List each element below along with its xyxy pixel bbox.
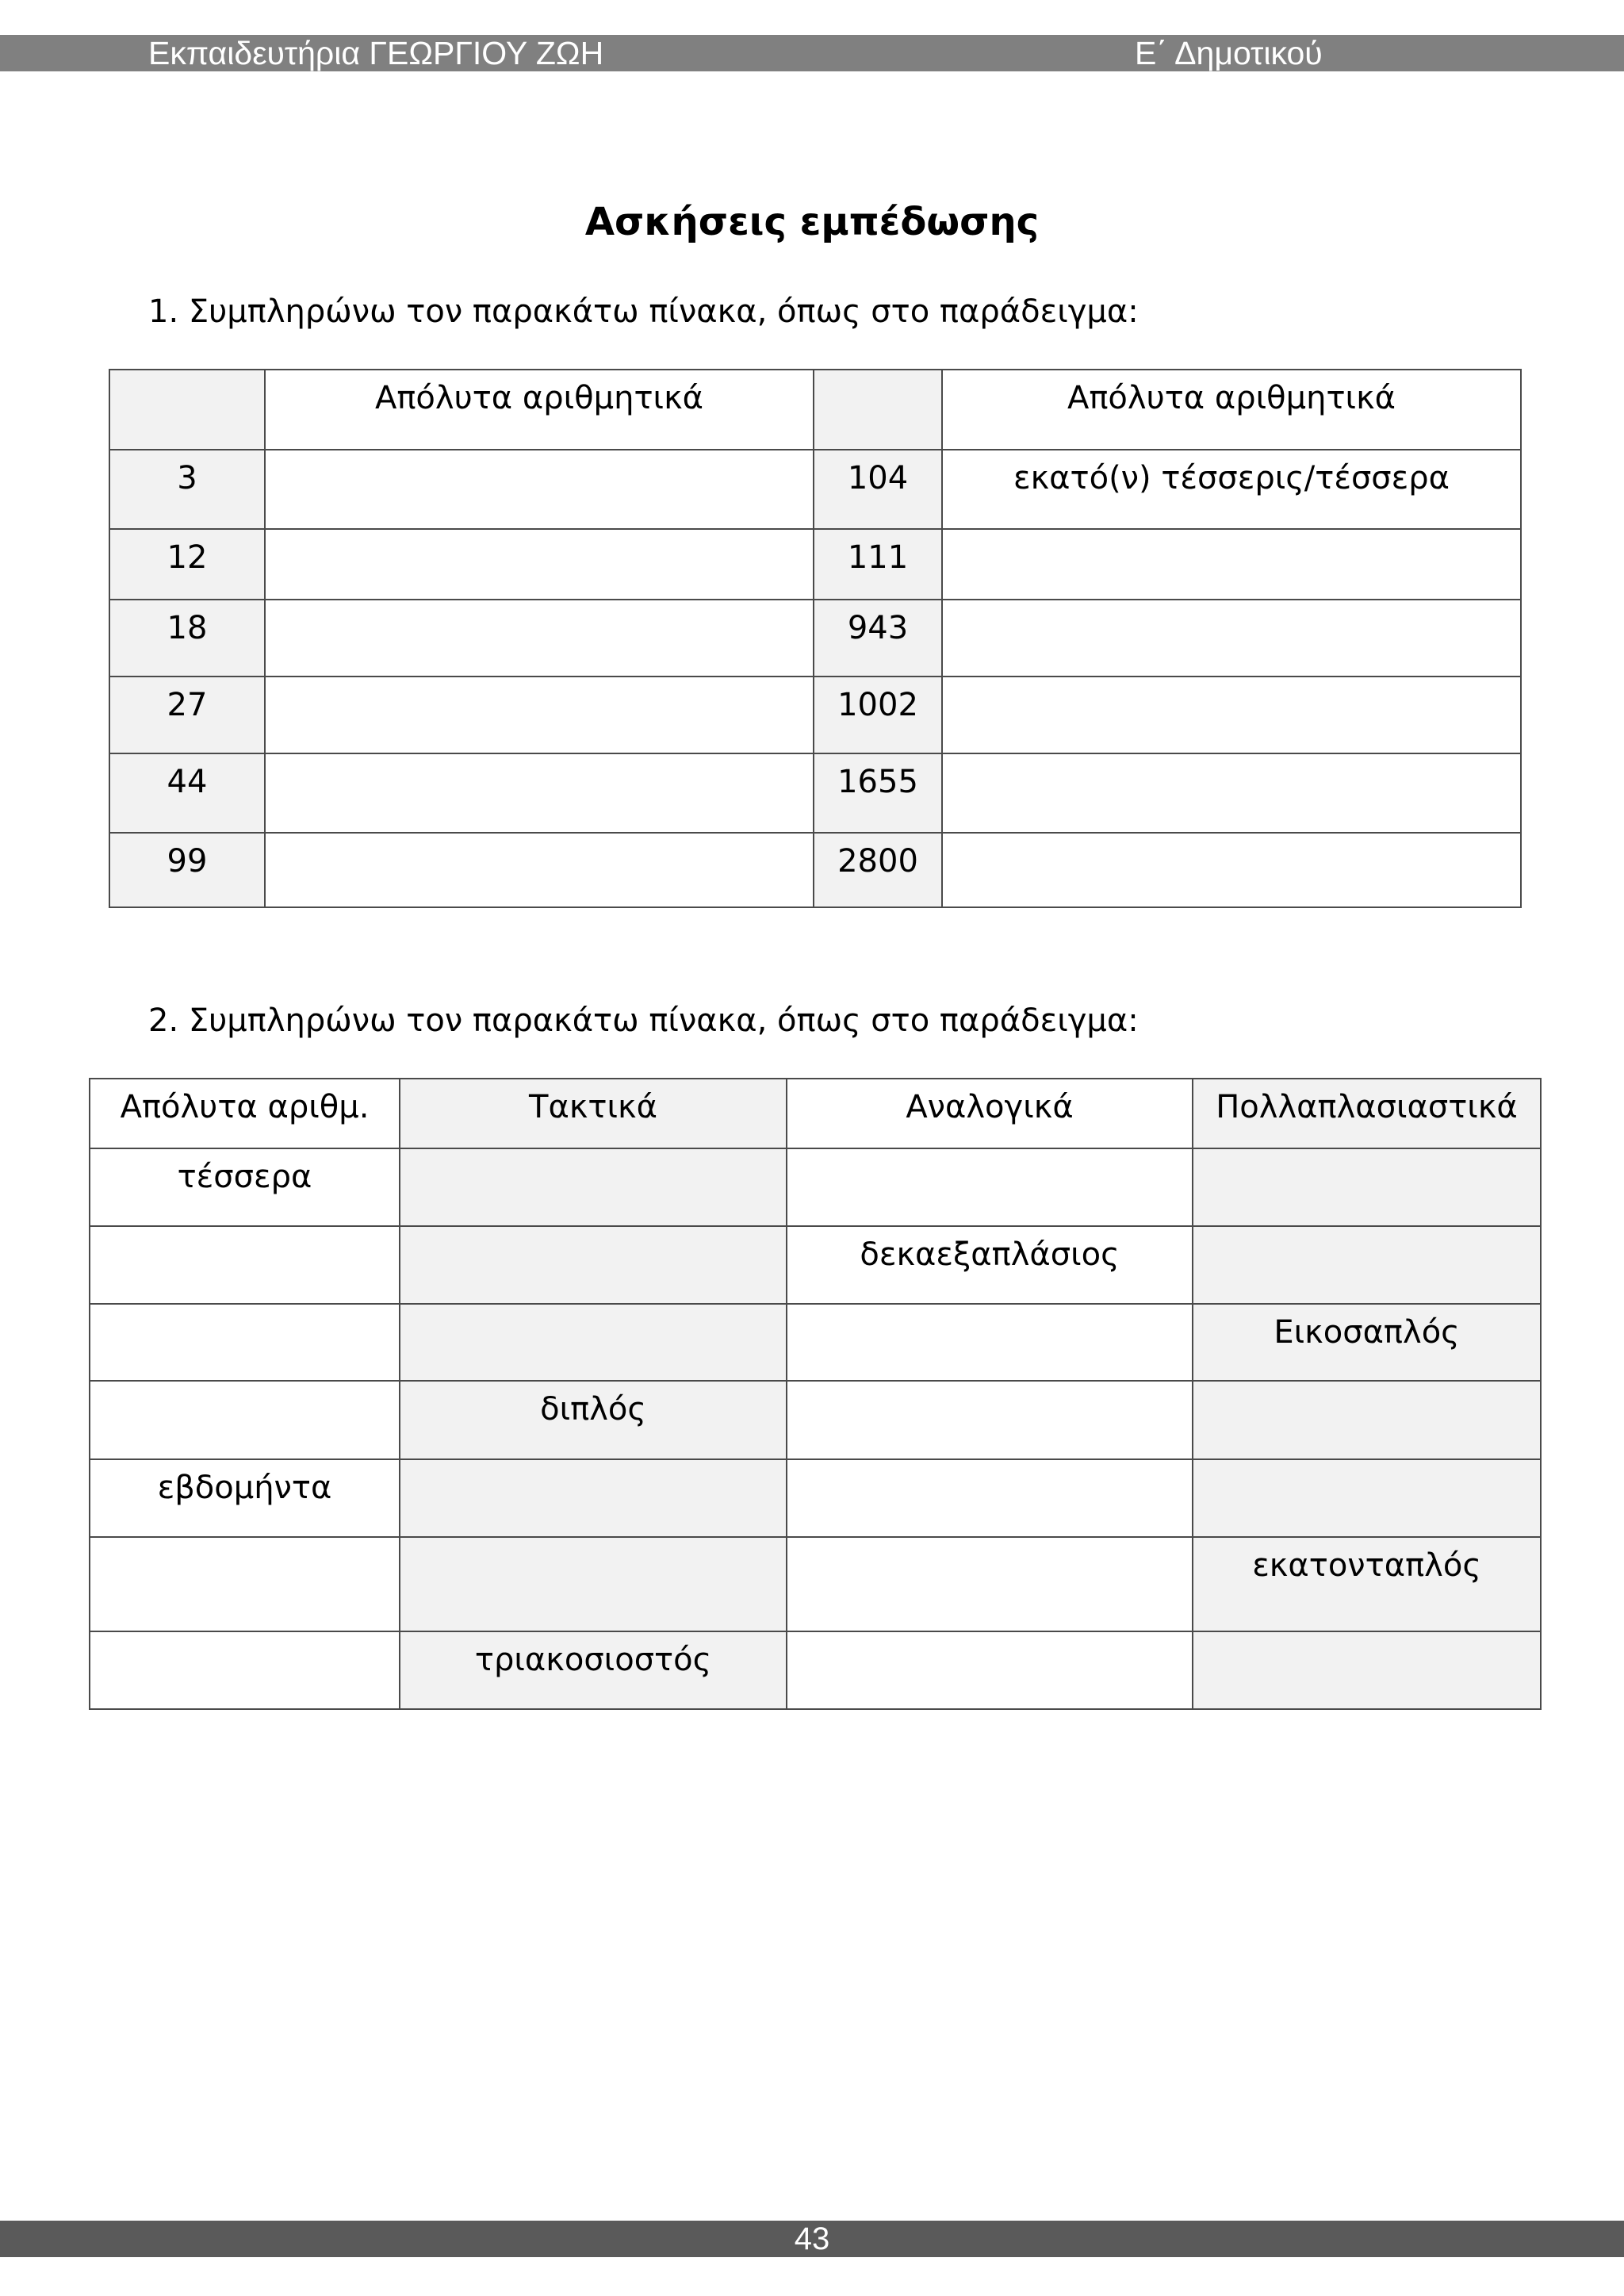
school-name: Εκπαιδευτήρια ΓΕΩΡΓΙΟΥ ΖΩΗ <box>148 35 604 71</box>
table-row <box>109 677 1521 753</box>
answer-cell[interactable] <box>90 1537 400 1631</box>
number-cell: 943 <box>814 600 942 677</box>
answer-cell[interactable] <box>1193 1381 1541 1459</box>
table-row <box>90 1148 1541 1226</box>
table-row <box>109 600 1521 677</box>
number-cell: 2800 <box>814 833 942 907</box>
answer-cell[interactable] <box>400 1459 787 1537</box>
answer-cell[interactable] <box>1193 1631 1541 1709</box>
header-cell: Τακτικά <box>400 1079 787 1148</box>
answer-cell[interactable] <box>400 1148 787 1226</box>
grade-label: Ε΄ Δημοτικού <box>1135 35 1323 71</box>
header-cell <box>814 370 942 450</box>
exercise-1-instruction: 1. Συμπληρώνω τον παρακάτω πίνακα, όπως στο παράδειγμα: <box>148 293 1139 330</box>
answer-cell[interactable] <box>787 1459 1193 1537</box>
answer-cell[interactable] <box>90 1226 400 1304</box>
answer-cell[interactable] <box>787 1381 1193 1459</box>
answer-cell[interactable] <box>400 1537 787 1631</box>
answer-cell[interactable] <box>90 1381 400 1459</box>
answer-cell[interactable]: εκατονταπλός <box>1193 1537 1541 1631</box>
footer-bar <box>0 2221 1624 2257</box>
answer-cell[interactable] <box>90 1304 400 1381</box>
header-bar <box>0 35 1624 71</box>
header-cell: Απόλυτα αριθμ. <box>90 1079 400 1148</box>
number-cell: 12 <box>109 529 265 600</box>
number-cell: 27 <box>109 677 265 753</box>
table-row <box>90 1304 1541 1381</box>
page-title: Ασκήσεις εμπέδωσης <box>584 200 1040 244</box>
exercise-2-instruction: 2. Συμπληρώνω τον παρακάτω πίνακα, όπως στο παράδειγμα: <box>148 1002 1139 1039</box>
number-cell: 99 <box>109 833 265 907</box>
answer-cell[interactable] <box>400 1226 787 1304</box>
answer-cell[interactable]: τριακοσιοστός <box>400 1631 787 1709</box>
answer-cell[interactable] <box>787 1304 1193 1381</box>
answer-cell[interactable] <box>942 833 1521 907</box>
answer-cell[interactable] <box>400 1304 787 1381</box>
answer-cell[interactable] <box>787 1631 1193 1709</box>
header-cell <box>109 370 265 450</box>
table-row <box>109 753 1521 833</box>
table-row <box>109 833 1521 907</box>
number-cell: 104 <box>814 450 942 529</box>
answer-cell[interactable] <box>90 1631 400 1709</box>
answer-cell[interactable] <box>942 677 1521 753</box>
table-header-row <box>90 1079 1541 1148</box>
exercise-1-table <box>109 369 1522 908</box>
answer-cell[interactable]: εκατό(ν) τέσσερις/τέσσερα <box>942 450 1521 529</box>
answer-cell[interactable] <box>265 600 814 677</box>
number-cell: 1002 <box>814 677 942 753</box>
answer-cell[interactable] <box>1193 1148 1541 1226</box>
page-number: 43 <box>794 2221 830 2256</box>
number-cell: 111 <box>814 529 942 600</box>
number-cell: 1655 <box>814 753 942 833</box>
answer-cell[interactable]: δεκαεξαπλάσιος <box>787 1226 1193 1304</box>
table-row <box>90 1537 1541 1631</box>
answer-cell[interactable] <box>265 677 814 753</box>
table-row <box>90 1381 1541 1459</box>
answer-cell[interactable] <box>265 753 814 833</box>
answer-cell[interactable]: τέσσερα <box>90 1148 400 1226</box>
answer-cell[interactable] <box>942 600 1521 677</box>
table-row <box>90 1226 1541 1304</box>
header-cell: Απόλυτα αριθμητικά <box>265 370 814 450</box>
header-cell: Αναλογικά <box>787 1079 1193 1148</box>
answer-cell[interactable] <box>942 529 1521 600</box>
table-row <box>109 529 1521 600</box>
answer-cell[interactable] <box>265 529 814 600</box>
header-cell: Πολλαπλασιαστικά <box>1193 1079 1541 1148</box>
answer-cell[interactable]: Εικοσαπλός <box>1193 1304 1541 1381</box>
exercise-2-table <box>89 1078 1542 1710</box>
answer-cell[interactable] <box>942 753 1521 833</box>
answer-cell[interactable] <box>787 1537 1193 1631</box>
answer-cell[interactable] <box>1193 1459 1541 1537</box>
answer-cell[interactable]: εβδομήντα <box>90 1459 400 1537</box>
table-row <box>90 1459 1541 1537</box>
number-cell: 3 <box>109 450 265 529</box>
header-cell: Απόλυτα αριθμητικά <box>942 370 1521 450</box>
number-cell: 18 <box>109 600 265 677</box>
answer-cell[interactable] <box>1193 1226 1541 1304</box>
table-row <box>90 1631 1541 1709</box>
answer-cell[interactable] <box>787 1148 1193 1226</box>
table-row <box>109 450 1521 529</box>
table-header-row <box>109 370 1521 450</box>
number-cell: 44 <box>109 753 265 833</box>
answer-cell[interactable] <box>265 450 814 529</box>
answer-cell[interactable]: διπλός <box>400 1381 787 1459</box>
answer-cell[interactable] <box>265 833 814 907</box>
